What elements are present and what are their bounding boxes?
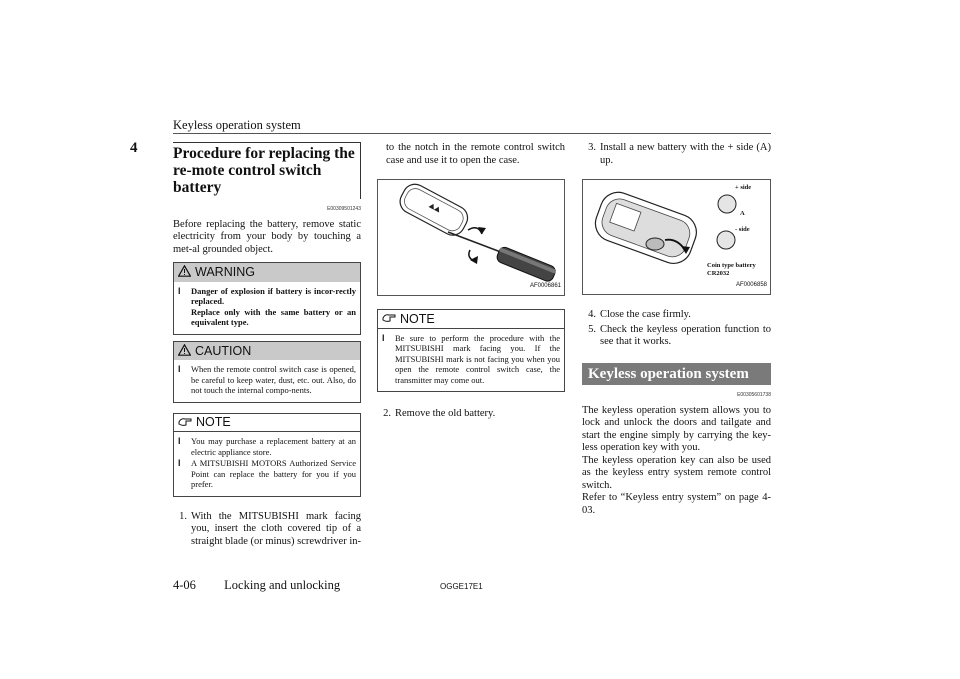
list-item: l When the remote control switch case is opened, be careful to keep water, dust, etc. out. Also, do not touch the internal compo-nents. bbox=[178, 364, 356, 395]
caution-box bbox=[173, 341, 361, 403]
procedure-heading: Procedure for replacing the re-mote control switch battery bbox=[173, 142, 361, 199]
note-body bbox=[174, 432, 360, 496]
note-hand-icon bbox=[178, 416, 192, 430]
paragraph-1: The keyless operation system allows you to lock and unlock the doors and tailgate and start the engine simply by carrying the key-less operation key with you. bbox=[582, 404, 771, 453]
note-header bbox=[378, 310, 564, 329]
bullet-icon: l bbox=[178, 364, 181, 374]
intro-paragraph: Before replacing the battery, remove static electricity from your body by touching a met-al grounded object. bbox=[173, 218, 361, 255]
note-label: NOTE bbox=[196, 415, 231, 429]
warning-body bbox=[174, 282, 360, 334]
column-1 bbox=[173, 142, 361, 548]
note-box-2 bbox=[377, 309, 565, 392]
list-item: l A MITSUBISHI MOTORS Authorized Service Point can replace the battery for you if you prefer. bbox=[178, 458, 356, 489]
section-title: Keyless operation system bbox=[582, 363, 771, 386]
header-rule bbox=[173, 133, 771, 134]
figure-code: AF0006861 bbox=[529, 282, 561, 289]
bullet-icon: l bbox=[178, 436, 181, 446]
caution-triangle-icon bbox=[178, 344, 191, 359]
minus-side-label: - side bbox=[735, 226, 750, 233]
warning-header bbox=[174, 263, 360, 282]
battery-type-label: Coin type battery CR2032 bbox=[707, 262, 756, 277]
footer-page-info bbox=[173, 578, 340, 593]
paragraph-2: The keyless operation key can also be used as the keyless entry system remote control switch. bbox=[582, 454, 771, 491]
step-4: 4. Close the case firmly. bbox=[588, 309, 691, 320]
section-tab: 4 bbox=[130, 140, 138, 156]
caution-label: CAUTION bbox=[195, 343, 252, 358]
warning-label: WARNING bbox=[195, 265, 255, 279]
figure-open-case bbox=[377, 179, 565, 296]
step-3: 3. Install a new battery with the + side (A) up. bbox=[588, 142, 771, 166]
bullet-icon: l bbox=[178, 285, 181, 296]
step-1-continued: to the notch in the remote control switch case and use it to open the case. bbox=[386, 142, 565, 166]
step-2: 2. Remove the old battery. bbox=[383, 408, 496, 419]
section-code: E00305601738 bbox=[737, 392, 771, 398]
note-header bbox=[174, 414, 360, 433]
label-a: A bbox=[740, 210, 745, 217]
note-box bbox=[173, 413, 361, 497]
running-header: Keyless operation system bbox=[173, 118, 301, 132]
figure-code: AF0006858 bbox=[735, 281, 767, 288]
warning-box bbox=[173, 262, 361, 335]
note-label: NOTE bbox=[400, 311, 435, 326]
list-item: l Danger of explosion if battery is incor-rectly replaced. Replace only with the same battery or an equivalent type. bbox=[178, 285, 356, 327]
bullet-icon: l bbox=[178, 458, 181, 468]
doc-code: OGGE17E1 bbox=[440, 582, 483, 591]
caution-header bbox=[174, 342, 360, 361]
caution-body bbox=[174, 360, 360, 402]
figure-battery-install bbox=[582, 179, 771, 295]
warning-triangle-icon bbox=[178, 265, 191, 280]
step-5: 5. Check the keyless operation function to see that it works. bbox=[588, 323, 771, 347]
chapter-title: Locking and unlocking bbox=[224, 578, 341, 592]
page-number: 4-06 bbox=[173, 578, 196, 592]
note-body bbox=[378, 329, 564, 392]
plus-side-label: + side bbox=[735, 184, 752, 191]
bullet-icon: l bbox=[382, 332, 385, 343]
column-2 bbox=[377, 142, 565, 421]
column-3 bbox=[582, 142, 771, 517]
list-item: l Be sure to perform the procedure with the MITSUBISHI mark facing you. If the MITSUBISHI mark is not facing you when you open the remote control switch case, the transmitter may come out. bbox=[382, 332, 560, 385]
list-item: l You may purchase a replacement battery at an electric appliance store. bbox=[178, 436, 356, 457]
paragraph-3: Refer to “Keyless entry system” on page 4-03. bbox=[582, 492, 771, 516]
remote-screwdriver-illustration bbox=[378, 180, 566, 295]
note-hand-icon bbox=[382, 312, 396, 326]
section-code: E00309501243 bbox=[327, 206, 361, 212]
step-1: 1. With the MITSUBISHI mark facing you, insert the cloth covered tip of a straight blade (or minus) screwdriver in- bbox=[179, 510, 361, 547]
